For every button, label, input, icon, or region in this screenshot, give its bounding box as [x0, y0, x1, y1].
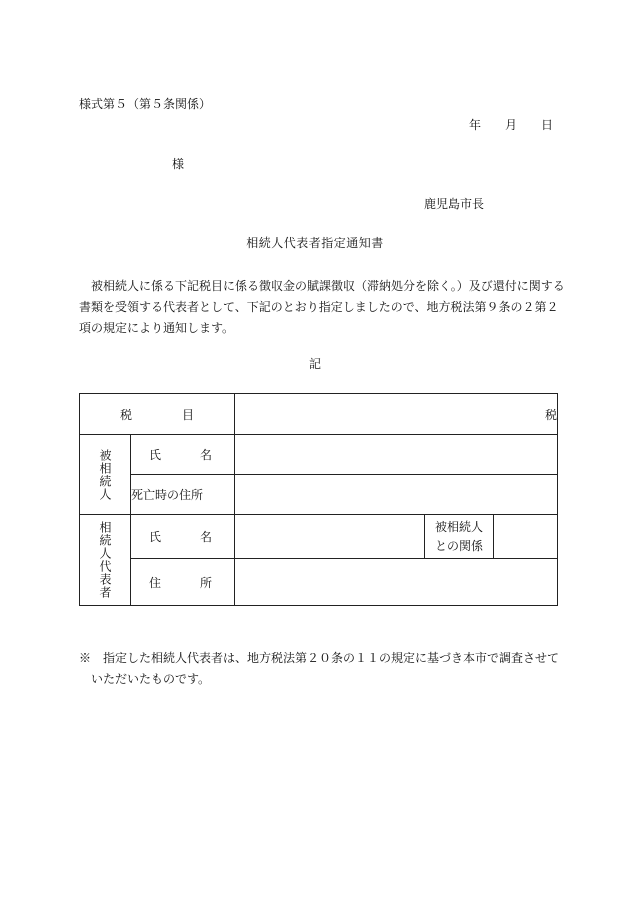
- tax-item-label-char: 目: [181, 407, 194, 422]
- representative-name-label-cell: [131, 515, 235, 559]
- name-label-char: 名: [199, 448, 212, 462]
- relation-label-line: 被相続人: [434, 519, 483, 534]
- relation-label-line: との関係: [434, 538, 483, 553]
- name-label-char: 氏: [149, 448, 162, 462]
- decedent-name-value-cell[interactable]: [235, 435, 558, 475]
- address-at-death-label-cell: [131, 475, 235, 515]
- body-text: [79, 276, 565, 339]
- representative-address-value-cell[interactable]: [235, 559, 558, 606]
- name-label-char: 名: [199, 530, 212, 544]
- decedent-label: 被相続人: [98, 448, 112, 501]
- relation-value-cell[interactable]: [494, 515, 558, 559]
- decedent-name-row: [80, 435, 558, 475]
- relation-label-cell: [425, 515, 494, 559]
- representative-label-cell: [80, 515, 131, 606]
- footnote: [79, 648, 559, 690]
- address-at-death-label: 死亡時の住所: [131, 488, 204, 502]
- document-title: 相続人代表者指定通知書: [246, 236, 384, 250]
- tax-item-value-cell[interactable]: [235, 394, 558, 435]
- note-line: ※ 指定した相続人代表者は、地方税法第２０条の１１の規定に基づき本市で調査させて: [79, 651, 560, 665]
- name-label-char: 氏: [149, 530, 162, 544]
- addressee-suffix: 様: [172, 157, 185, 171]
- date-year: 年: [469, 118, 482, 132]
- date-line: [469, 118, 553, 132]
- decedent-address-row: [80, 475, 558, 515]
- note-line: いただいたものです。: [79, 672, 211, 686]
- tax-item-label-char: 税: [120, 407, 133, 422]
- representative-address-row: [80, 559, 558, 606]
- address-label-char: 所: [199, 575, 212, 590]
- body-line: 書類を受領する代表者として、下記のとおり指定しましたので、地方税法第９条の２第２: [79, 300, 559, 314]
- representative-name-row: [80, 515, 558, 559]
- decedent-label-cell: [80, 435, 131, 515]
- designation-table: [79, 393, 558, 606]
- body-line: 被相続人に係る下記税目に係る徴収金の賦課徴収（滞納処分を除く。）及び還付に関する: [79, 279, 565, 293]
- tax-item-label-cell: [80, 394, 235, 435]
- issuer-name: 鹿児島市長: [424, 197, 485, 211]
- address-label-char: 住: [149, 575, 162, 590]
- representative-label: 相続人代表者: [98, 521, 112, 599]
- tax-suffix: 税: [545, 407, 558, 422]
- representative-name-value-cell[interactable]: [235, 515, 425, 559]
- date-day: 日: [541, 118, 554, 132]
- body-line: 項の規定により通知します。: [79, 321, 235, 335]
- tax-item-row: [80, 394, 558, 435]
- representative-address-label-cell: [131, 559, 235, 606]
- form-number: 様式第５（第５条関係）: [79, 97, 212, 111]
- address-at-death-value-cell[interactable]: [235, 475, 558, 515]
- ki-heading: 記: [308, 357, 321, 371]
- date-month: 月: [505, 118, 518, 132]
- decedent-name-label-cell: [131, 435, 235, 475]
